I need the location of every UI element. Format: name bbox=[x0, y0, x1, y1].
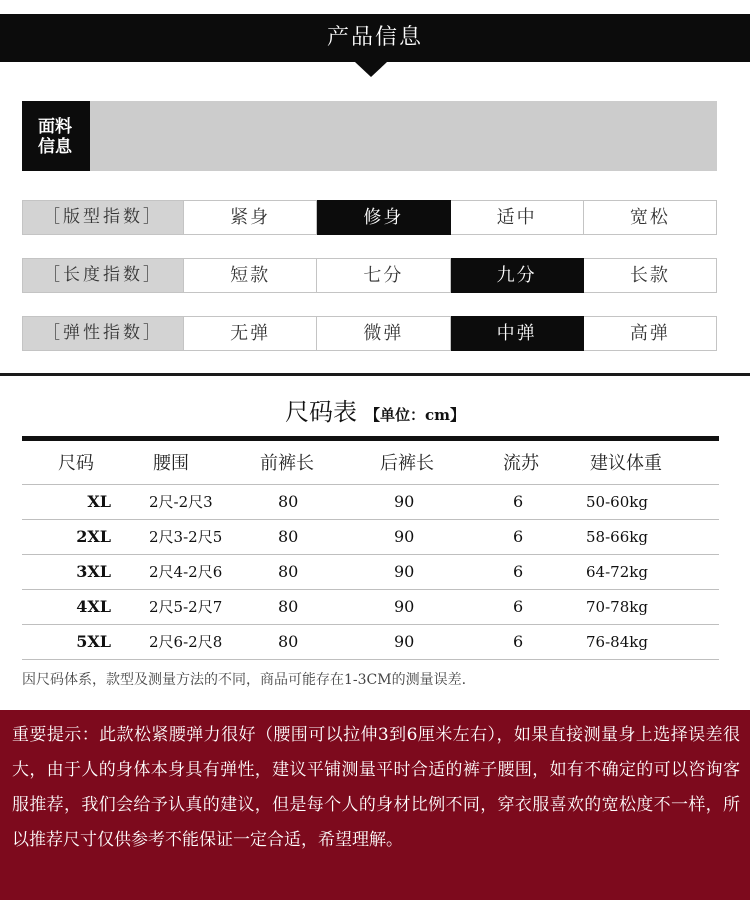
length-index-row bbox=[22, 258, 717, 293]
page-title: 产品信息 bbox=[326, 25, 423, 50]
column-header: 腰围 bbox=[125, 441, 250, 484]
table-header-row bbox=[22, 441, 719, 484]
header-bar bbox=[0, 14, 750, 62]
length-option: 短款 bbox=[184, 258, 317, 293]
elasticity-option-selected: 中弹 bbox=[451, 316, 584, 351]
fabric-info-label: 面料 信息 bbox=[22, 101, 90, 171]
tassel-cell: 6 bbox=[481, 624, 574, 659]
column-header: 流苏 bbox=[481, 441, 574, 484]
length-option: 长款 bbox=[584, 258, 717, 293]
front-length-cell: 80 bbox=[250, 484, 366, 519]
column-header: 后裤长 bbox=[366, 441, 481, 484]
table-row bbox=[22, 624, 719, 659]
column-header: 尺码 bbox=[22, 441, 125, 484]
tassel-cell: 6 bbox=[481, 589, 574, 624]
column-header: 建议体重 bbox=[574, 441, 719, 484]
size-chart-unit: 【单位：cm】 bbox=[364, 406, 465, 424]
weight-cell: 76-84kg bbox=[574, 624, 719, 659]
tassel-cell: 6 bbox=[481, 484, 574, 519]
front-length-cell: 80 bbox=[250, 554, 366, 589]
table-row bbox=[22, 484, 719, 519]
elasticity-index-label: ［弹性指数］ bbox=[22, 316, 184, 351]
fit-index-label: ［版型指数］ bbox=[22, 200, 184, 235]
tassel-cell: 6 bbox=[481, 554, 574, 589]
fit-option: 宽松 bbox=[584, 200, 717, 235]
waist-cell: 2尺-2尺3 bbox=[125, 484, 250, 519]
fit-option: 紧身 bbox=[184, 200, 317, 235]
fit-option: 适中 bbox=[451, 200, 584, 235]
weight-cell: 58-66kg bbox=[574, 519, 719, 554]
front-length-cell: 80 bbox=[250, 519, 366, 554]
elasticity-index-row bbox=[22, 316, 717, 351]
weight-cell: 70-78kg bbox=[574, 589, 719, 624]
size-chart-heading bbox=[0, 392, 750, 427]
fit-index-row bbox=[22, 200, 717, 235]
section-divider bbox=[0, 373, 750, 376]
elasticity-option: 高弹 bbox=[584, 316, 717, 351]
length-index-label: ［长度指数］ bbox=[22, 258, 184, 293]
weight-cell: 64-72kg bbox=[574, 554, 719, 589]
back-length-cell: 90 bbox=[366, 589, 481, 624]
waist-cell: 2尺5-2尺7 bbox=[125, 589, 250, 624]
fabric-info-box bbox=[22, 101, 717, 171]
tassel-cell: 6 bbox=[481, 519, 574, 554]
important-tip-text: 重要提示：此款松紧腰弹力很好（腰围可以拉伸3到6厘米左右），如果直接测量身上选择误差很大，由于人的身体本身具有弹性，建议平铺测量平时合适的裤子腰围，如有不确定的可以咨询客服推荐，我们会给予认真的建议，但是每个人的身材比例不同，穿衣服喜欢的宽松度不一样，所以推荐尺寸仅供参考不能保证一定合适，希望理解。 bbox=[12, 725, 740, 850]
size-cell: 3XL bbox=[22, 554, 125, 589]
length-option-selected: 九分 bbox=[451, 258, 584, 293]
size-cell: 4XL bbox=[22, 589, 125, 624]
important-tip-box bbox=[0, 710, 750, 900]
size-table bbox=[22, 441, 719, 660]
table-row bbox=[22, 519, 719, 554]
waist-cell: 2尺6-2尺8 bbox=[125, 624, 250, 659]
elasticity-option: 微弹 bbox=[317, 316, 450, 351]
size-cell: 5XL bbox=[22, 624, 125, 659]
front-length-cell: 80 bbox=[250, 624, 366, 659]
size-cell: 2XL bbox=[22, 519, 125, 554]
elasticity-option: 无弹 bbox=[184, 316, 317, 351]
weight-cell: 50-60kg bbox=[574, 484, 719, 519]
waist-cell: 2尺3-2尺5 bbox=[125, 519, 250, 554]
size-chart-title: 尺码表 bbox=[284, 398, 357, 426]
fit-option-selected: 修身 bbox=[317, 200, 450, 235]
column-header: 前裤长 bbox=[250, 441, 366, 484]
measurement-note: 因尺码体系，款型及测量方法的不同，商品可能存在1-3CM的测量误差. bbox=[22, 672, 467, 688]
front-length-cell: 80 bbox=[250, 589, 366, 624]
back-length-cell: 90 bbox=[366, 484, 481, 519]
back-length-cell: 90 bbox=[366, 519, 481, 554]
table-row bbox=[22, 554, 719, 589]
waist-cell: 2尺4-2尺6 bbox=[125, 554, 250, 589]
header-arrow-decoration bbox=[355, 62, 387, 77]
back-length-cell: 90 bbox=[366, 554, 481, 589]
length-option: 七分 bbox=[317, 258, 450, 293]
size-cell: XL bbox=[22, 484, 125, 519]
table-row bbox=[22, 589, 719, 624]
back-length-cell: 90 bbox=[366, 624, 481, 659]
